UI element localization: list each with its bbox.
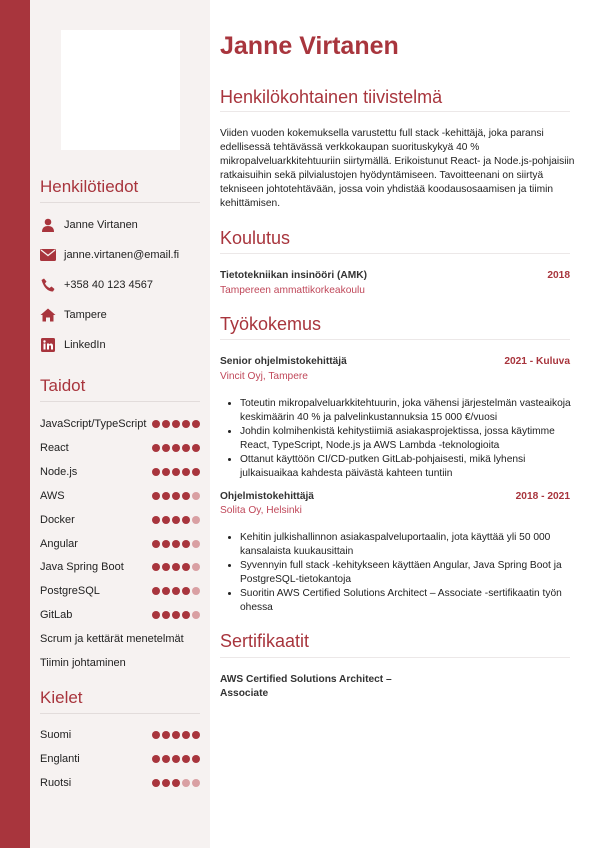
skill-row: Scrum ja kettärät menetelmät: [40, 633, 184, 645]
skill-row: Node.js: [40, 464, 200, 480]
rating-dots: [152, 420, 200, 428]
rating-dots: [152, 587, 200, 595]
rating-dots: [152, 540, 200, 548]
divider: [40, 401, 200, 402]
certificate-item: AWS Certified Solutions Architect – Associate: [220, 674, 392, 699]
rating-dots: [152, 516, 200, 524]
contact-email[interactable]: janne.virtanen@email.fi: [40, 246, 200, 264]
rating-dots: [152, 611, 200, 619]
summary-heading: Henkilökohtainen tiivistelmä: [220, 87, 443, 107]
job-entry: Senior ohjelmistokehittäjä 2021 - Kuluva: [220, 356, 570, 367]
profile-photo-placeholder: [61, 30, 180, 150]
experience-heading: Työkokemus: [220, 314, 322, 334]
skill-row: PostgreSQL: [40, 583, 200, 599]
languages-heading: Kielet: [40, 688, 83, 707]
contact-linkedin[interactable]: LinkedIn: [40, 336, 200, 354]
divider: [220, 253, 570, 254]
divider: [40, 202, 200, 203]
contact-location: Tampere: [40, 306, 200, 324]
language-row: Englanti: [40, 751, 200, 767]
divider: [40, 713, 200, 714]
company-name: Vincit Oyj, Tampere: [220, 371, 308, 382]
summary-text: Viiden vuoden kokemuksella varustettu full stack -kehittäjä, joka paransi edellisessä tehtävässä verkkokaupan suorituskykyä 40 % mikropalveluarkkitehtuuriin siirtymällä. Erikoistunut React- ja Node.js-pohjaisiin ratkaisuihin sekä pilvialustojen hyödyntämiseen. Tavoitteenani on siirtyä tekniseen johtotehtävään, jossa voin yhdistää koodausosaamisen ja tiimin kehittämisen.: [220, 128, 575, 209]
rating-dots: [152, 779, 200, 787]
linkedin-icon: [40, 337, 56, 353]
skill-row: GitLab: [40, 607, 200, 623]
divider: [220, 111, 570, 112]
job-bullets: • Kehitin julkishallinnon asiakaspalveluportaalin, jota käyttää yli 50 000 kansalaista kuukausittain • Syvennyin full stack -kehitykseen käyttäen Angular, Java Spring Boot ja PostgreSQL-tietokantoja • Suoritin AWS Certified Solutions Architect – Associate -sertifikaatin työn ohessa: [220, 531, 580, 615]
job-bullets: • Toteutin mikropalveluarkkitehtuurin, joka vähensi järjestelmän vasteaikoja keskimäärin 40 % ja palvelinkustannuksia 15 000 €/vuosi • Johdin kolmihenkistä kehitystiimiä asiakasprojektissa, jossa käytimme React, TypeScript, Node.js ja AWS Lambda -teknologioita • Ottanut käyttöön CI/CD-putken GitLab-pohjaisesti, mikä lyhensi julkaisuaikaa kahdesta päivästä kahteen tuntiin: [220, 397, 580, 481]
skill-row: React: [40, 440, 200, 456]
language-row: Suomi: [40, 727, 200, 743]
skill-row: JavaScript/TypeScript: [40, 416, 200, 432]
divider: [220, 657, 570, 658]
divider: [220, 339, 570, 340]
personal-info-heading: Henkilötiedot: [40, 177, 139, 196]
job-entry: Ohjelmistokehittäjä 2018 - 2021: [220, 491, 570, 502]
person-icon: [40, 217, 56, 233]
rating-dots: [152, 731, 200, 739]
contact-phone[interactable]: +358 40 123 4567: [40, 276, 200, 294]
company-name: Solita Oy, Helsinki: [220, 505, 302, 516]
rating-dots: [152, 563, 200, 571]
rating-dots: [152, 468, 200, 476]
skill-row: Docker: [40, 512, 200, 528]
rating-dots: [152, 444, 200, 452]
school-name: Tampereen ammattikorkeakoulu: [220, 285, 365, 296]
skills-heading: Taidot: [40, 376, 86, 395]
education-heading: Koulutus: [220, 228, 291, 248]
phone-icon: [40, 277, 56, 293]
accent-stripe: [0, 0, 30, 848]
skill-row: Tiimin johtaminen: [40, 657, 126, 669]
skill-row: Java Spring Boot: [40, 559, 200, 575]
envelope-icon: [40, 247, 56, 263]
language-row: Ruotsi: [40, 775, 200, 791]
rating-dots: [152, 755, 200, 763]
skill-row: Angular: [40, 536, 200, 552]
skill-row: AWS: [40, 488, 200, 504]
education-entry: Tietotekniikan insinööri (AMK) 2018: [220, 270, 570, 281]
rating-dots: [152, 492, 200, 500]
certificates-heading: Sertifikaatit: [220, 631, 310, 651]
home-icon: [40, 307, 56, 323]
candidate-name: Janne Virtanen: [220, 32, 399, 60]
contact-name: Janne Virtanen: [40, 216, 200, 234]
